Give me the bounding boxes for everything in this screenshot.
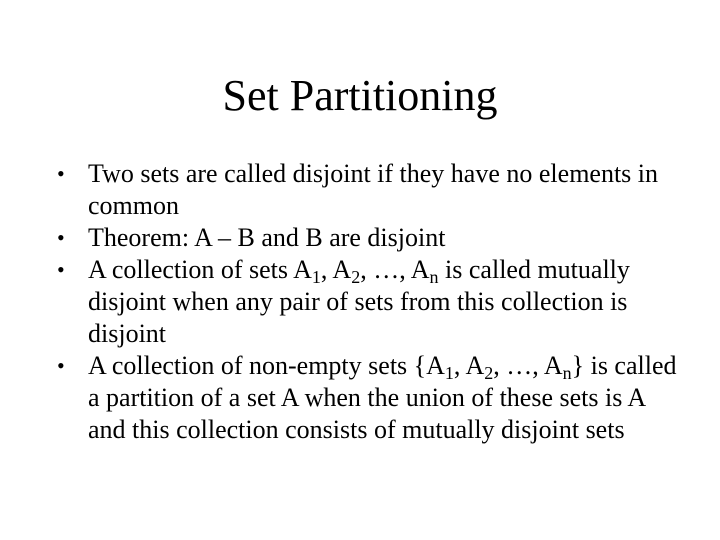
slide-title: Set Partitioning bbox=[222, 71, 498, 120]
subscript-2: 2 bbox=[351, 267, 361, 287]
subscript-1: 1 bbox=[311, 267, 321, 287]
bullet-icon: • bbox=[57, 161, 65, 186]
bullet-item-partition bbox=[57, 350, 687, 446]
bullet-item-disjoint-definition bbox=[57, 158, 687, 222]
subscript-2: 2 bbox=[484, 363, 494, 383]
bullet-text-part: is called mutually disjoint when any pair of sets from this collection is disjoint bbox=[88, 255, 630, 348]
bullet-text-part: A collection of sets A bbox=[88, 255, 312, 284]
bullet-text-part: , …, A bbox=[493, 351, 563, 380]
bullet-text-part: , A bbox=[453, 351, 485, 380]
bullet-text: Theorem: A – B and B are disjoint bbox=[88, 223, 446, 252]
bullet-text-part: , A bbox=[320, 255, 352, 284]
subscript-1: 1 bbox=[444, 363, 454, 383]
subscript-n: n bbox=[562, 363, 572, 383]
bullet-icon: • bbox=[57, 257, 65, 282]
bullet-text-part: A collection of non-empty sets {A bbox=[88, 351, 445, 380]
subscript-n: n bbox=[429, 267, 439, 287]
bullet-item-theorem bbox=[57, 222, 687, 254]
bullet-text-part: , …, A bbox=[360, 255, 430, 284]
bullet-icon: • bbox=[57, 225, 65, 250]
bullet-list bbox=[57, 158, 687, 446]
bullet-icon: • bbox=[57, 353, 65, 378]
bullet-text: Two sets are called disjoint if they have no elements in common bbox=[88, 159, 659, 220]
bullet-text-part: } is called a partition of a set A when the union of these sets is A and this collection consists of mutually disjoint sets bbox=[88, 351, 677, 444]
bullet-item-mutually-disjoint bbox=[57, 254, 687, 350]
